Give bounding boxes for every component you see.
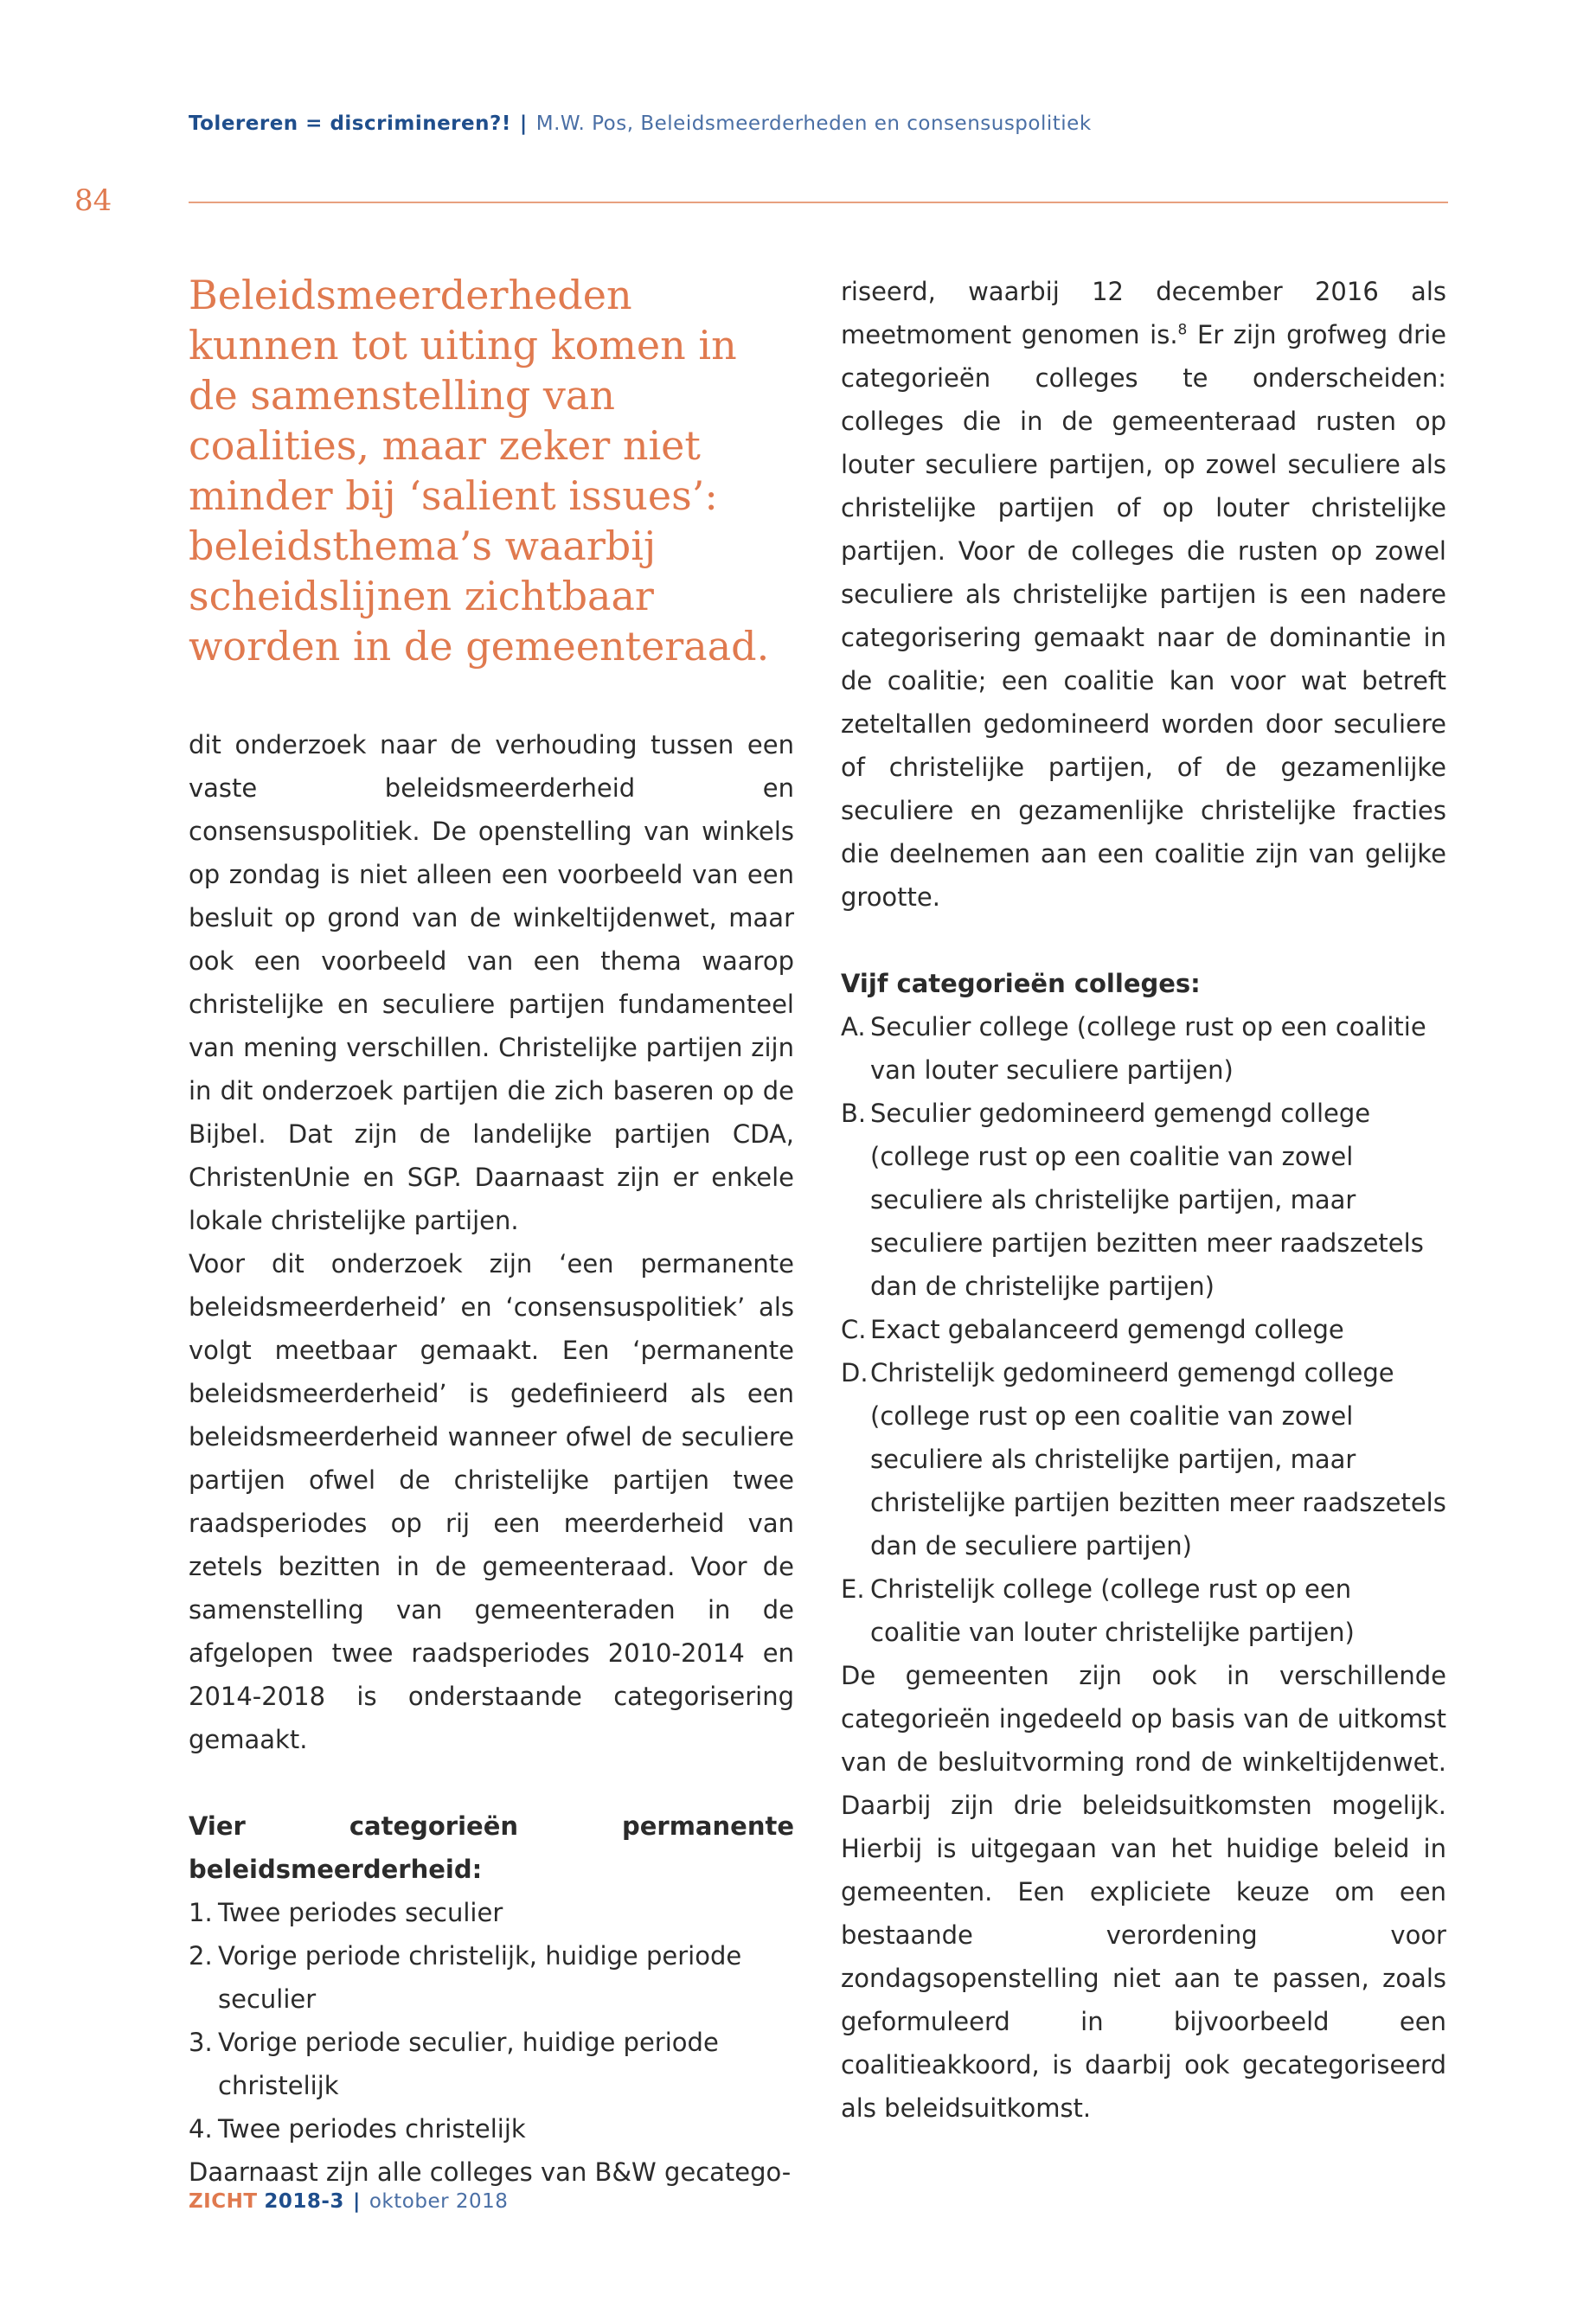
list-item-text: Vorige periode christelijk, huidige periode seculier <box>218 1941 742 2014</box>
list-item-text: Christelijk college (college rust op een coalitie van louter christelijke partijen) <box>870 1574 1355 1647</box>
list-item <box>841 1567 1446 1654</box>
page-number: 84 <box>74 183 112 218</box>
list-item <box>189 1891 794 1934</box>
list-marker: D. <box>841 1358 869 1388</box>
list-item <box>841 1005 1446 1092</box>
footer-date: oktober 2018 <box>369 2190 509 2213</box>
list-item-text: Seculier gedomineerd gemengd college (college rust op een coalitie van zowel seculiere als christelijke partijen, maar seculiere partijen bezitten meer raadszetels dan de christelijke partijen) <box>870 1099 1424 1301</box>
list-marker: 2. <box>189 1941 213 1971</box>
list-marker: A. <box>841 1012 866 1042</box>
right-paragraph-1 <box>841 270 1446 919</box>
left-paragraph-3: Daarnaast zijn alle colleges van B&W gecatego- <box>189 2157 792 2187</box>
list-marker: 3. <box>189 2028 213 2057</box>
list-item <box>189 1934 794 2021</box>
left-paragraph-1: dit onderzoek naar de verhouding tussen een vaste beleidsmeerderheid en consensuspolitiek. De openstelling van winkels op zondag is niet alleen een voorbeeld van een besluit op grond van de winkeltijdenwet, maar ook een voorbeeld van een thema waarop christelijke en seculiere partijen fundamenteel van mening verschillen. Christelijke partijen zijn in dit onderzoek partijen die zich baseren op de Bijbel. Dat zijn de landelijke partijen CDA, ChristenUnie en SGP. Daarnaast zijn er enkele lokale christelijke partijen. <box>189 730 794 1235</box>
right-paragraph-1-rest: Er zijn grofweg drie categorieën colleges te onderscheiden: colleges die in de gemeenteraad rusten op louter seculiere partijen, op zowel seculiere als christelijke partijen of op louter christelijke partijen. Voor de colleges die rusten op zowel seculiere als christelijke partijen is een nadere categorisering gemaakt naar de dominantie in de coalitie; een coalitie kan voor wat betreft zeteltallen gedomineerd worden door seculiere of christelijke partijen, of de gezamenlijke seculiere en gezamenlijke christelijke fracties die deelnemen aan een coalitie zijn van gelijke grootte. <box>841 320 1447 912</box>
college-categories-list <box>841 1005 1446 1654</box>
right-paragraph-2: De gemeenten zijn ook in verschillende categorieën ingedeeld op basis van de uitkomst van de besluitvorming rond de winkeltijdenwet. Daarbij zijn drie beleidsuitkomsten mogelijk. Hierbij is uitgegaan van het huidige beleid in gemeenten. Een expliciete keuze om een bestaande verordening voor zondagsopenstelling niet aan te passen, zoals geformuleerd in bijvoorbeeld een coalitieakkoord, is daarbij ook gecategoriseerd als beleidsuitkomst. <box>841 1661 1446 2123</box>
footer-magazine: ZICHT <box>189 2190 258 2213</box>
list-marker: 4. <box>189 2114 213 2144</box>
footer-issue: 2018-3 <box>264 2190 344 2213</box>
right-subhead: Vijf categorieën colleges: <box>841 969 1201 998</box>
permanent-majority-list <box>189 1891 794 2150</box>
running-header <box>189 112 1092 135</box>
right-paragraph-1-start: riseerd, waarbij 12 december 2016 als meetmoment genomen is. <box>841 277 1446 349</box>
list-marker: 1. <box>189 1898 213 1927</box>
right-column <box>841 270 1446 2130</box>
list-item <box>841 1351 1446 1567</box>
list-item-text: Twee periodes christelijk <box>218 2114 526 2144</box>
list-marker: B. <box>841 1099 867 1128</box>
running-footer <box>189 2190 508 2213</box>
left-paragraph-2: Voor dit onderzoek zijn ‘een permanente beleidsmeerderheid’ en ‘consensuspolitiek’ als volgt meetbaar gemaakt. Een ‘permanente beleidsmeerderheid’ is gedefinieerd als een beleidsmeerderheid wanneer ofwel de seculiere partijen ofwel de christelijke partijen twee raadsperiodes op rij een meerderheid van zetels bezitten in de gemeenteraad. Voor de samenstelling van gemeenteraden in de afgelopen twee raadsperiodes 2010-2014 en 2014-2018 is onderstaande categorisering gemaakt. <box>189 1249 794 1754</box>
header-author-article: M.W. Pos, Beleidsmeerderheden en consensuspolitiek <box>535 112 1092 135</box>
list-item <box>189 2107 794 2150</box>
pullquote: Beleidsmeerderheden kunnen tot uiting komen in de samenstelling van coalities, maar zeker niet minder bij ‘salient issues’: beleidsthema’s waarbij scheidslijnen zichtbaar worden in de gemeenteraad. <box>189 272 770 670</box>
list-item-text: Seculier college (college rust op een coalitie van louter seculiere partijen) <box>870 1012 1426 1085</box>
left-column <box>189 270 794 2194</box>
list-item-text: Christelijk gedomineerd gemengd college (college rust op een coalitie van zowel seculiere als christelijke partijen, maar christelijke partijen bezitten meer raadszetels dan de seculiere partijen) <box>870 1358 1446 1561</box>
header-separator: | <box>519 112 528 135</box>
list-item-text: Twee periodes seculier <box>218 1898 503 1927</box>
footer-separator: | <box>352 2190 361 2213</box>
list-item-text: Exact gebalanceerd gemengd college <box>870 1315 1344 1344</box>
header-rule <box>189 202 1448 203</box>
footnote-marker: 8 <box>1177 321 1188 339</box>
list-marker: C. <box>841 1315 867 1344</box>
list-item-text: Vorige periode seculier, huidige periode christelijk <box>218 2028 719 2100</box>
list-marker: E. <box>841 1574 865 1604</box>
left-subhead: Vier categorieën permanente beleidsmeerderheid: <box>189 1811 794 1884</box>
list-item <box>841 1308 1446 1351</box>
header-title: Tolereren = discrimineren?! <box>189 112 511 135</box>
list-item <box>189 2021 794 2107</box>
list-item <box>841 1092 1446 1308</box>
